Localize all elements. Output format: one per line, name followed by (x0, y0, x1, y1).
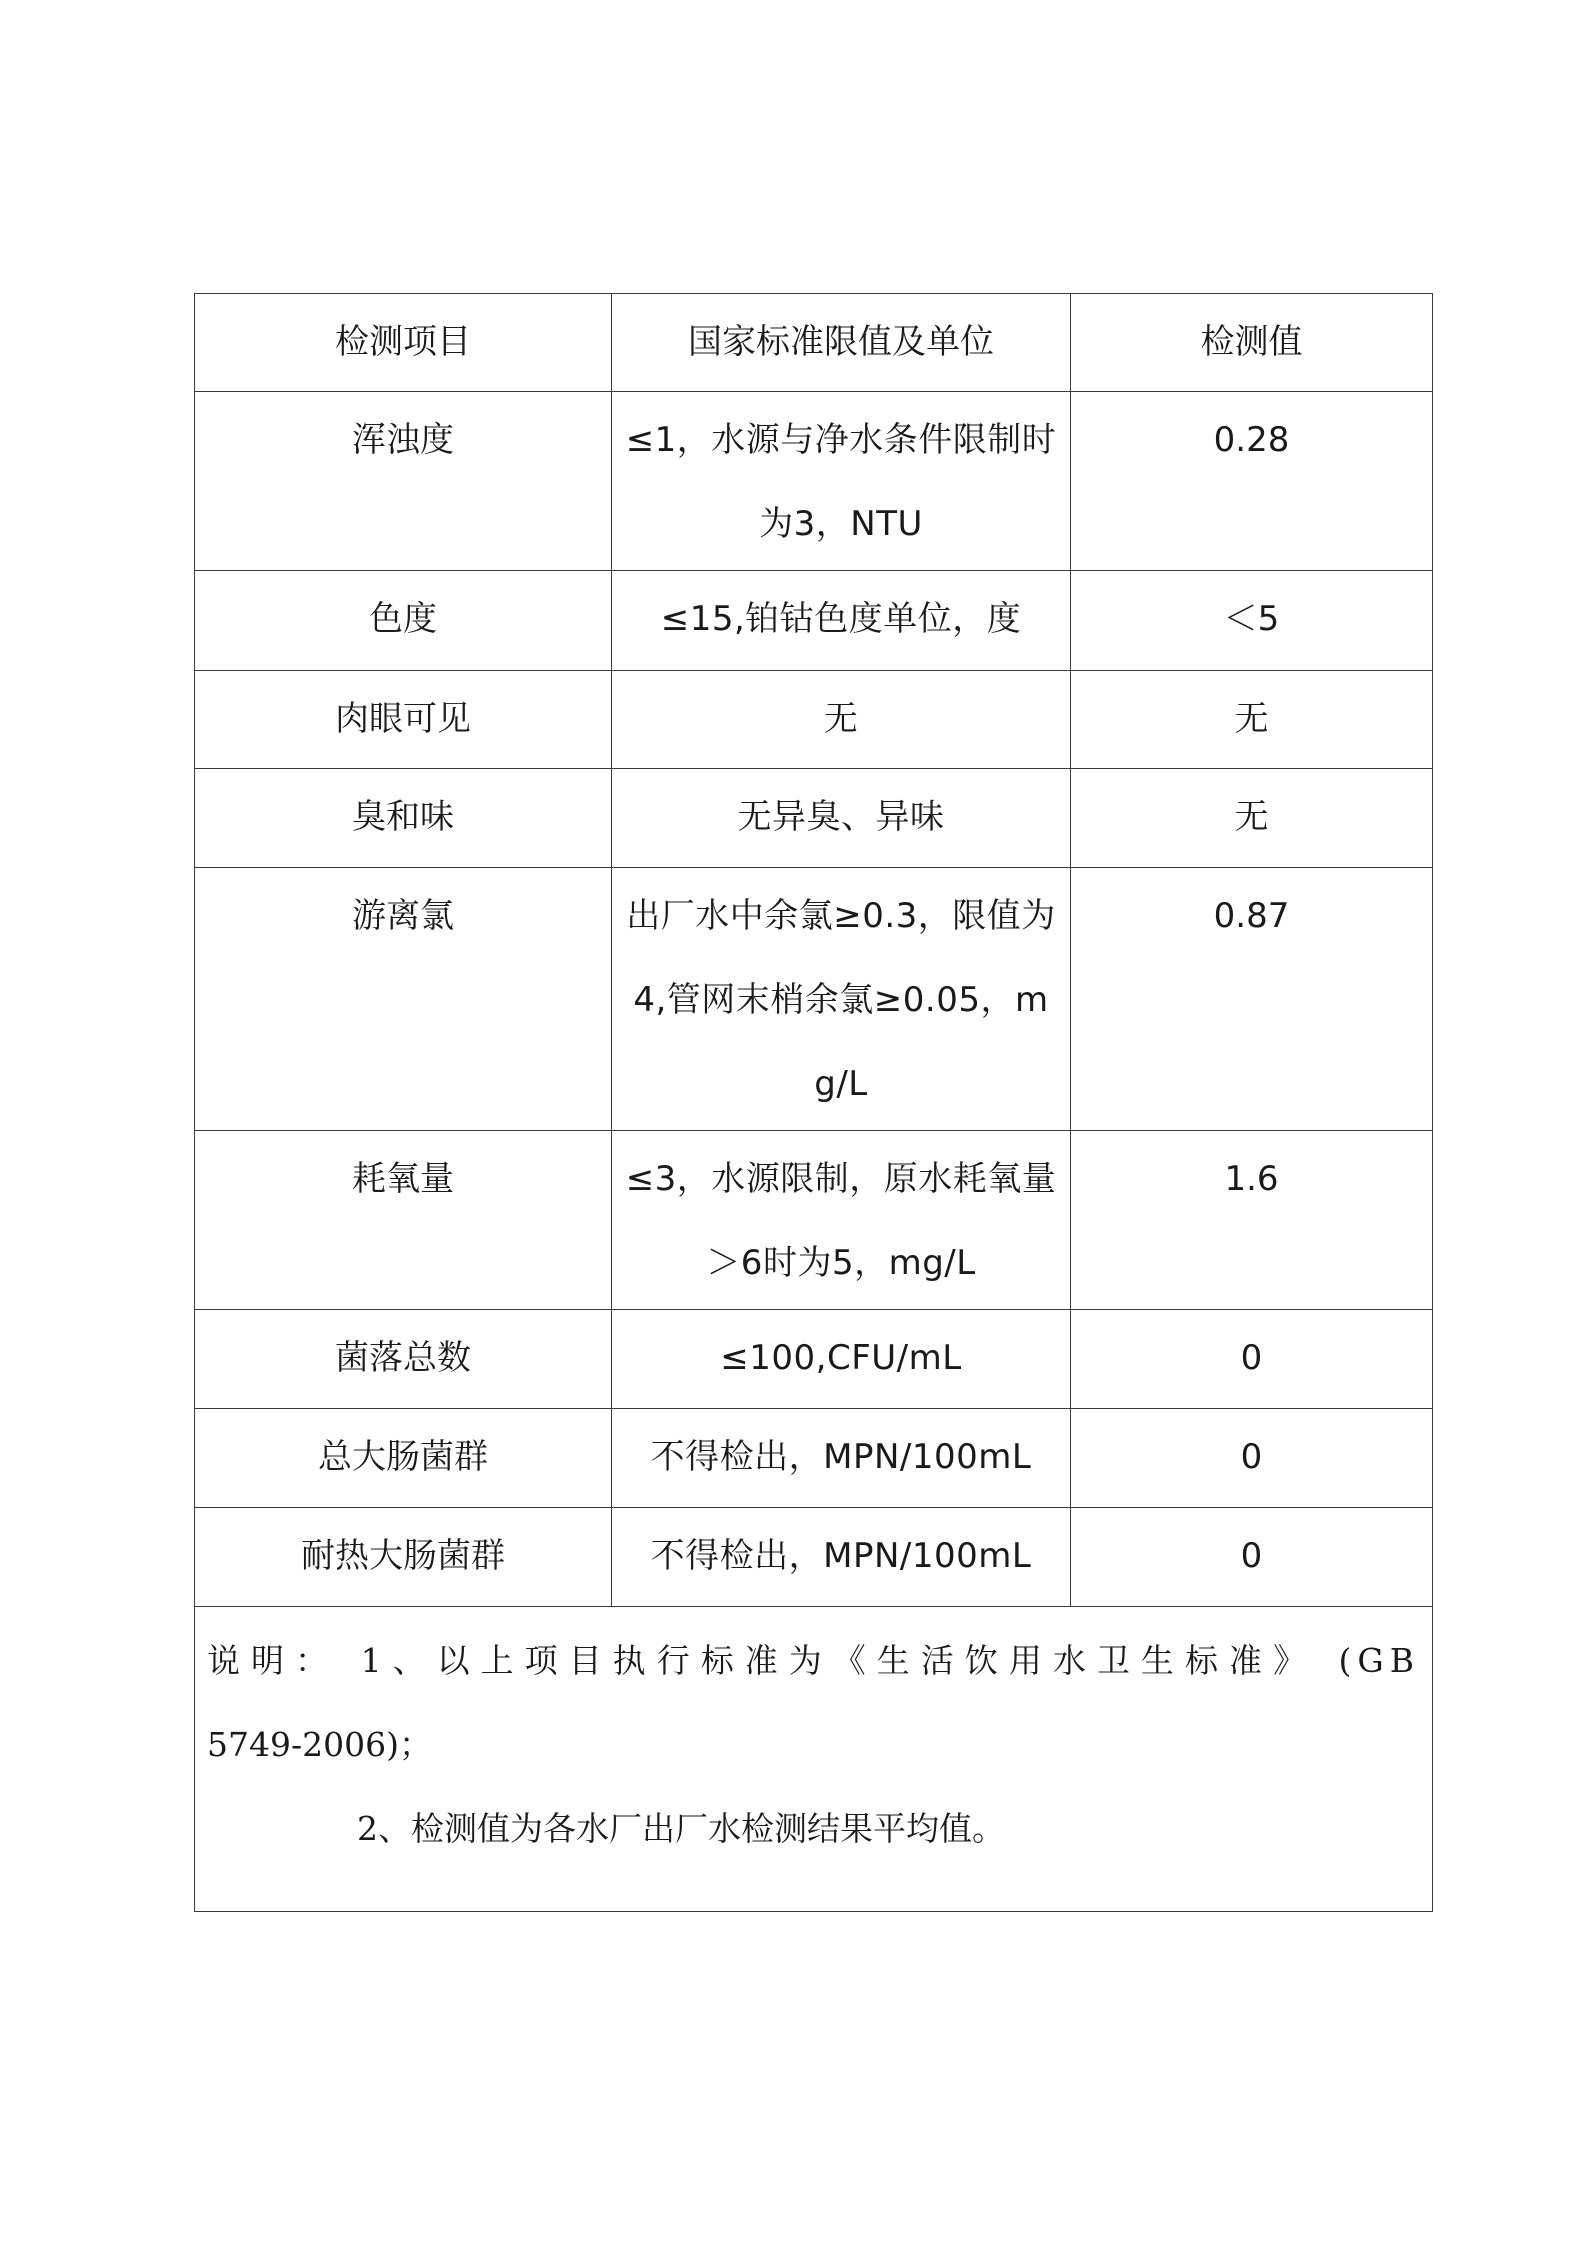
row-value: 无 (1071, 769, 1433, 868)
notes-row (195, 1607, 1433, 1912)
row-item: 总大肠菌群 (195, 1409, 612, 1508)
row-standard: ≤15,铂钴色度单位，度 (612, 571, 1071, 671)
note-line-3: 2、检测值为各水厂出厂水检测结果平均值。 (357, 1809, 1005, 1848)
row-item: 浑浊度 (195, 392, 612, 571)
row-value: 0.87 (1071, 868, 1433, 1131)
header-value: 检测值 (1071, 294, 1433, 392)
row-standard: 无异臭、异味 (612, 769, 1071, 868)
row-item: 耗氧量 (195, 1131, 612, 1310)
table-row (195, 868, 1433, 1131)
row-standard: 不得检出，MPN/100mL (612, 1409, 1071, 1508)
row-value: 0.28 (1071, 392, 1433, 571)
table-row (195, 1310, 1433, 1409)
row-value: 0 (1071, 1310, 1433, 1409)
note-line-2: 5749-2006)； (207, 1725, 432, 1764)
row-value: 0 (1071, 1409, 1433, 1508)
row-value: ＜5 (1071, 571, 1433, 671)
row-standard: ≤1，水源与净水条件限制时为3，NTU (612, 392, 1071, 571)
table-row (195, 1409, 1433, 1508)
row-value: 1.6 (1071, 1131, 1433, 1310)
row-value: 0 (1071, 1508, 1433, 1607)
row-standard: 出厂水中余氯≥0.3，限值为4,管网末梢余氯≥0.05，mg/L (612, 868, 1071, 1131)
row-standard: 不得检出，MPN/100mL (612, 1508, 1071, 1607)
table-header-row (195, 294, 1433, 392)
row-standard: ≤3，水源限制，原水耗氧量＞6时为5，mg/L (612, 1131, 1071, 1310)
row-item: 肉眼可见 (195, 671, 612, 769)
row-item: 耐热大肠菌群 (195, 1508, 612, 1607)
table-row (195, 1131, 1433, 1310)
row-item: 游离氯 (195, 868, 612, 1131)
row-item: 臭和味 (195, 769, 612, 868)
water-quality-table (194, 293, 1433, 1912)
row-item: 菌落总数 (195, 1310, 612, 1409)
table-row (195, 671, 1433, 769)
table-row (195, 392, 1433, 571)
note-line-1: 说明： 1、以上项目执行标准为《生活饮用水卫生标准》 (GB (207, 1641, 1420, 1680)
notes-cell (195, 1607, 1433, 1912)
table-row (195, 1508, 1433, 1607)
header-standard: 国家标准限值及单位 (612, 294, 1071, 392)
report-sheet (194, 293, 1432, 1912)
row-standard: ≤100,CFU/mL (612, 1310, 1071, 1409)
row-standard: 无 (612, 671, 1071, 769)
table-row (195, 571, 1433, 671)
table-row (195, 769, 1433, 868)
header-item: 检测项目 (195, 294, 612, 392)
row-item: 色度 (195, 571, 612, 671)
row-value: 无 (1071, 671, 1433, 769)
